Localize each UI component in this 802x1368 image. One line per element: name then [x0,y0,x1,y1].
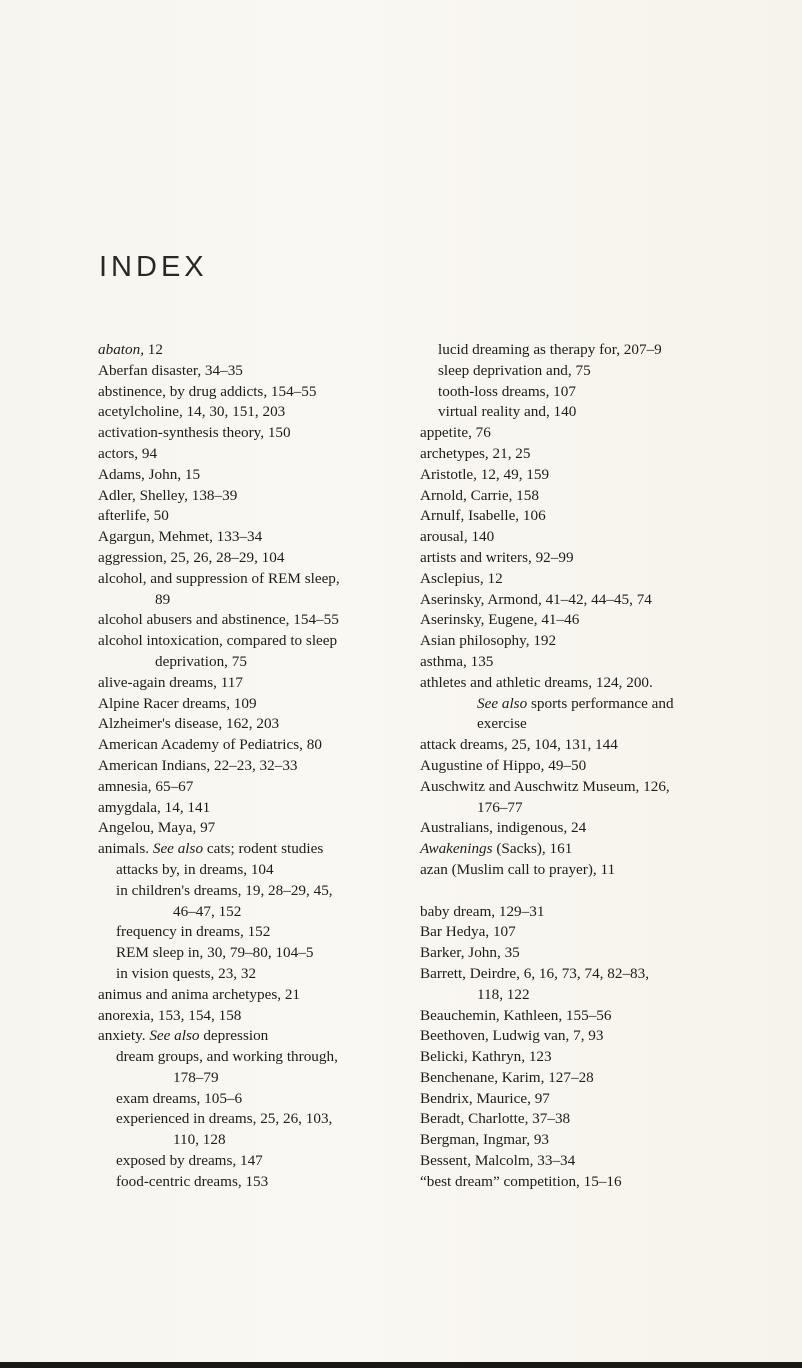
index-entry-text: attack dreams, 25, 104, 131, 144 [420,736,618,754]
index-entry-text: cats; rodent studies [203,840,324,858]
index-entry [420,673,725,735]
index-entry-text: Angelou, Maya, 97 [98,819,216,837]
index-entry [98,714,398,735]
index-entry-text: depression [199,1027,269,1045]
index-entry [420,922,725,943]
index-entry [98,839,398,860]
index-entry-text: Beradt, Charlotte, 37–38 [420,1110,571,1128]
index-entry-text: tooth-loss dreams, 107 [438,382,576,400]
index-entry [420,839,725,860]
index-entry [420,1089,725,1110]
index-entry [420,1130,725,1151]
index-entry [98,465,398,486]
index-entry-text: Belicki, Kathryn, 123 [420,1048,552,1066]
index-entry [98,382,398,403]
index-entry [420,1151,725,1172]
index-entry [420,361,725,382]
index-entry-text: REM sleep in, 30, 79–80, 104–5 [116,944,314,962]
index-entry-text: Augustine of Hippo, 49–50 [420,756,587,774]
index-entry [98,756,398,777]
index-entry-text: sleep deprivation and, 75 [438,361,591,379]
index-entry [420,423,725,444]
index-entry [98,569,398,611]
index-entry-text: asthma, 135 [420,652,494,670]
index-entry [98,860,398,881]
index-entry-text: Alzheimer's disease, 162, 203 [98,715,280,733]
index-entry-text: 89 [155,590,171,608]
index-entry-text: alive-again dreams, 117 [98,673,243,691]
index-entry [98,402,398,423]
index-entry [420,610,725,631]
index-entry-see-also: See also [149,840,204,858]
index-entry-text: Barker, John, 35 [420,944,520,962]
index-entry [420,486,725,507]
index-entry-text: Aberfan disaster, 34–35 [98,361,243,379]
index-entry [98,527,398,548]
index-entry-see-also: See also [145,1027,200,1045]
index-entry [98,1026,398,1047]
index-entry [98,1047,398,1089]
index-entry-text: Asclepius, 12 [420,569,503,587]
index-entry [98,423,398,444]
index-entry [420,402,725,423]
index-entry [420,1047,725,1068]
index-entry [420,1109,725,1130]
index-entry-text: Alpine Racer dreams, 109 [98,694,257,712]
index-entry [420,1026,725,1047]
index-entry [98,694,398,715]
index-entry-text: 176–77 [477,798,523,816]
index-entry [98,486,398,507]
index-entry-text: aggression, 25, 26, 28–29, 104 [98,548,285,566]
index-entry-text: attacks by, in dreams, 104 [116,860,274,878]
index-entry-text: afterlife, 50 [98,507,169,525]
index-entry-text: baby dream, 129–31 [420,902,545,920]
index-entry-text: 12 [144,341,163,358]
index-entry [420,1006,725,1027]
index-entry [420,860,725,881]
index-entry [420,735,725,756]
index-entry-text: deprivation, 75 [155,652,247,670]
index-entry [420,382,725,403]
index-entry [420,590,725,611]
index-entry-text: Bessent, Malcolm, 33–34 [420,1152,576,1170]
index-entry-text: Beauchemin, Kathleen, 155–56 [420,1006,612,1024]
index-entry [98,361,398,382]
index-entry-text: frequency in dreams, 152 [116,923,271,941]
index-entry-text: anorexia, 153, 154, 158 [98,1006,242,1024]
index-entry-text: Arnulf, Isabelle, 106 [420,507,546,525]
index-entry-text: in vision quests, 23, 32 [116,964,257,982]
index-entry [98,548,398,569]
index-entry [98,1151,398,1172]
index-entry-text: Arnold, Carrie, 158 [420,486,539,504]
index-entry [98,964,398,985]
index-entry-text: 178–79 [173,1068,219,1086]
index-column-left [98,340,398,1193]
index-entry [98,506,398,527]
index-entry [420,964,725,1006]
index-entry-text: activation-synthesis theory, 150 [98,424,291,442]
index-column-right [420,340,725,1193]
index-entry-text: alcohol abusers and abstinence, 154–55 [98,611,339,629]
index-entry-text: virtual reality and, 140 [438,403,577,421]
index-entry-text: archetypes, 21, 25 [420,444,531,462]
index-entry-text: Aristotle, 12, 49, 159 [420,465,550,483]
index-entry [98,1089,398,1110]
index-entry [420,631,725,652]
index-entry-text: 118, 122 [477,985,530,1003]
index-entry [98,881,398,923]
index-entry-text: actors, 94 [98,444,158,462]
index-entry [98,610,398,631]
index-entry [420,1068,725,1089]
index-entry [98,943,398,964]
index-entry [98,1006,398,1027]
index-entry [98,1172,398,1193]
index-entry-italic: See also [477,694,528,712]
index-entry [420,777,725,819]
index-entry [420,756,725,777]
index-entry-text: Adler, Shelley, 138–39 [98,486,238,504]
index-entry [420,340,725,361]
index-entry [420,902,725,923]
index-entry-text: “best dream” competition, 15–16 [420,1172,622,1190]
index-entry-text: 110, 128 [173,1131,226,1149]
index-entry-text: anxiety. [98,1027,146,1045]
index-entry [98,818,398,839]
index-entry-text: arousal, 140 [420,528,495,546]
index-entry [98,777,398,798]
index-entry [98,340,398,361]
index-entry-text: amnesia, 65–67 [98,777,194,795]
index-entry-text: Agargun, Mehmet, 133–34 [98,528,263,546]
index-entry-text: American Academy of Pediatrics, 80 [98,736,322,754]
index-entry-text: athletes and athletic dreams, 124, 200. [420,673,653,691]
index-entry [98,1109,398,1151]
index-entry [98,798,398,819]
index-entry-text: Bar Hedya, 107 [420,923,516,941]
index-entry-text: acetylcholine, 14, 30, 151, 203 [98,403,286,421]
index-entry [98,444,398,465]
index-entry-text: Bergman, Ingmar, 93 [420,1131,550,1149]
index-entry [420,818,725,839]
index-entry-text: exercise [477,715,527,733]
index-entry-text: 46–47, 152 [173,902,242,920]
index-entry-text: exposed by dreams, 147 [116,1152,263,1170]
index-entry-text: dream groups, and working through, [116,1048,338,1066]
index-entry-text: Auschwitz and Auschwitz Museum, 126, [420,777,670,795]
index-entry [98,922,398,943]
index-entry-text: Benchenane, Karim, 127–28 [420,1068,594,1086]
index-entry [420,569,725,590]
index-entry-text: animus and anima archetypes, 21 [98,985,301,1003]
index-entry-text: artists and writers, 92–99 [420,548,574,566]
index-entry-text: sports performance and [527,694,674,712]
index-entry-text: food-centric dreams, 153 [116,1172,269,1190]
index-entry-text: in children's dreams, 19, 28–29, 45, [116,881,333,899]
index-entry [420,652,725,673]
index-entry-text: Bendrix, Maurice, 97 [420,1089,550,1107]
index-entry-text: animals. [98,840,150,858]
index-entry-text: lucid dreaming as therapy for, 207–9 [438,341,662,358]
index-entry-text: alcohol, and suppression of REM sleep, [98,569,340,587]
index-entry [420,506,725,527]
index-entry-text: American Indians, 22–23, 32–33 [98,756,298,774]
page-bottom-edge [0,1362,802,1368]
index-entry-text: azan (Muslim call to prayer), 11 [420,860,616,878]
index-entry-text: appetite, 76 [420,424,491,442]
index-entry-text: Barrett, Deirdre, 6, 16, 73, 74, 82–83, [420,964,650,982]
index-entry-text: alcohol intoxication, compared to sleep [98,632,338,650]
index-entry-text: exam dreams, 105–6 [116,1089,243,1107]
index-entry [420,465,725,486]
index-entry-text: Asian philosophy, 192 [420,632,557,650]
index-entry [420,1172,725,1193]
index-entry-italic: abaton, [98,341,144,358]
index-entry-text: Aserinsky, Eugene, 41–46 [420,611,580,629]
index-entry-text: experienced in dreams, 25, 26, 103, [116,1110,333,1128]
index-entry [98,631,398,673]
index-entry-text: amygdala, 14, 141 [98,798,211,816]
index-entry [98,673,398,694]
index-entry-text: Adams, John, 15 [98,465,201,483]
index-entry-italic: Awakenings [420,840,493,858]
page-title: INDEX [99,251,208,283]
index-entry [98,985,398,1006]
index-entry [420,527,725,548]
index-entry [420,548,725,569]
index-entry-text: Australians, indigenous, 24 [420,819,587,837]
index-entry-text: Aserinsky, Armond, 41–42, 44–45, 74 [420,590,652,608]
index-entry-text: Beethoven, Ludwig van, 7, 93 [420,1027,604,1045]
index-entry [420,444,725,465]
index-entry-text: abstinence, by drug addicts, 154–55 [98,382,317,400]
index-entry [420,943,725,964]
index-entry [98,735,398,756]
index-entry-text: (Sacks), 161 [492,840,573,858]
